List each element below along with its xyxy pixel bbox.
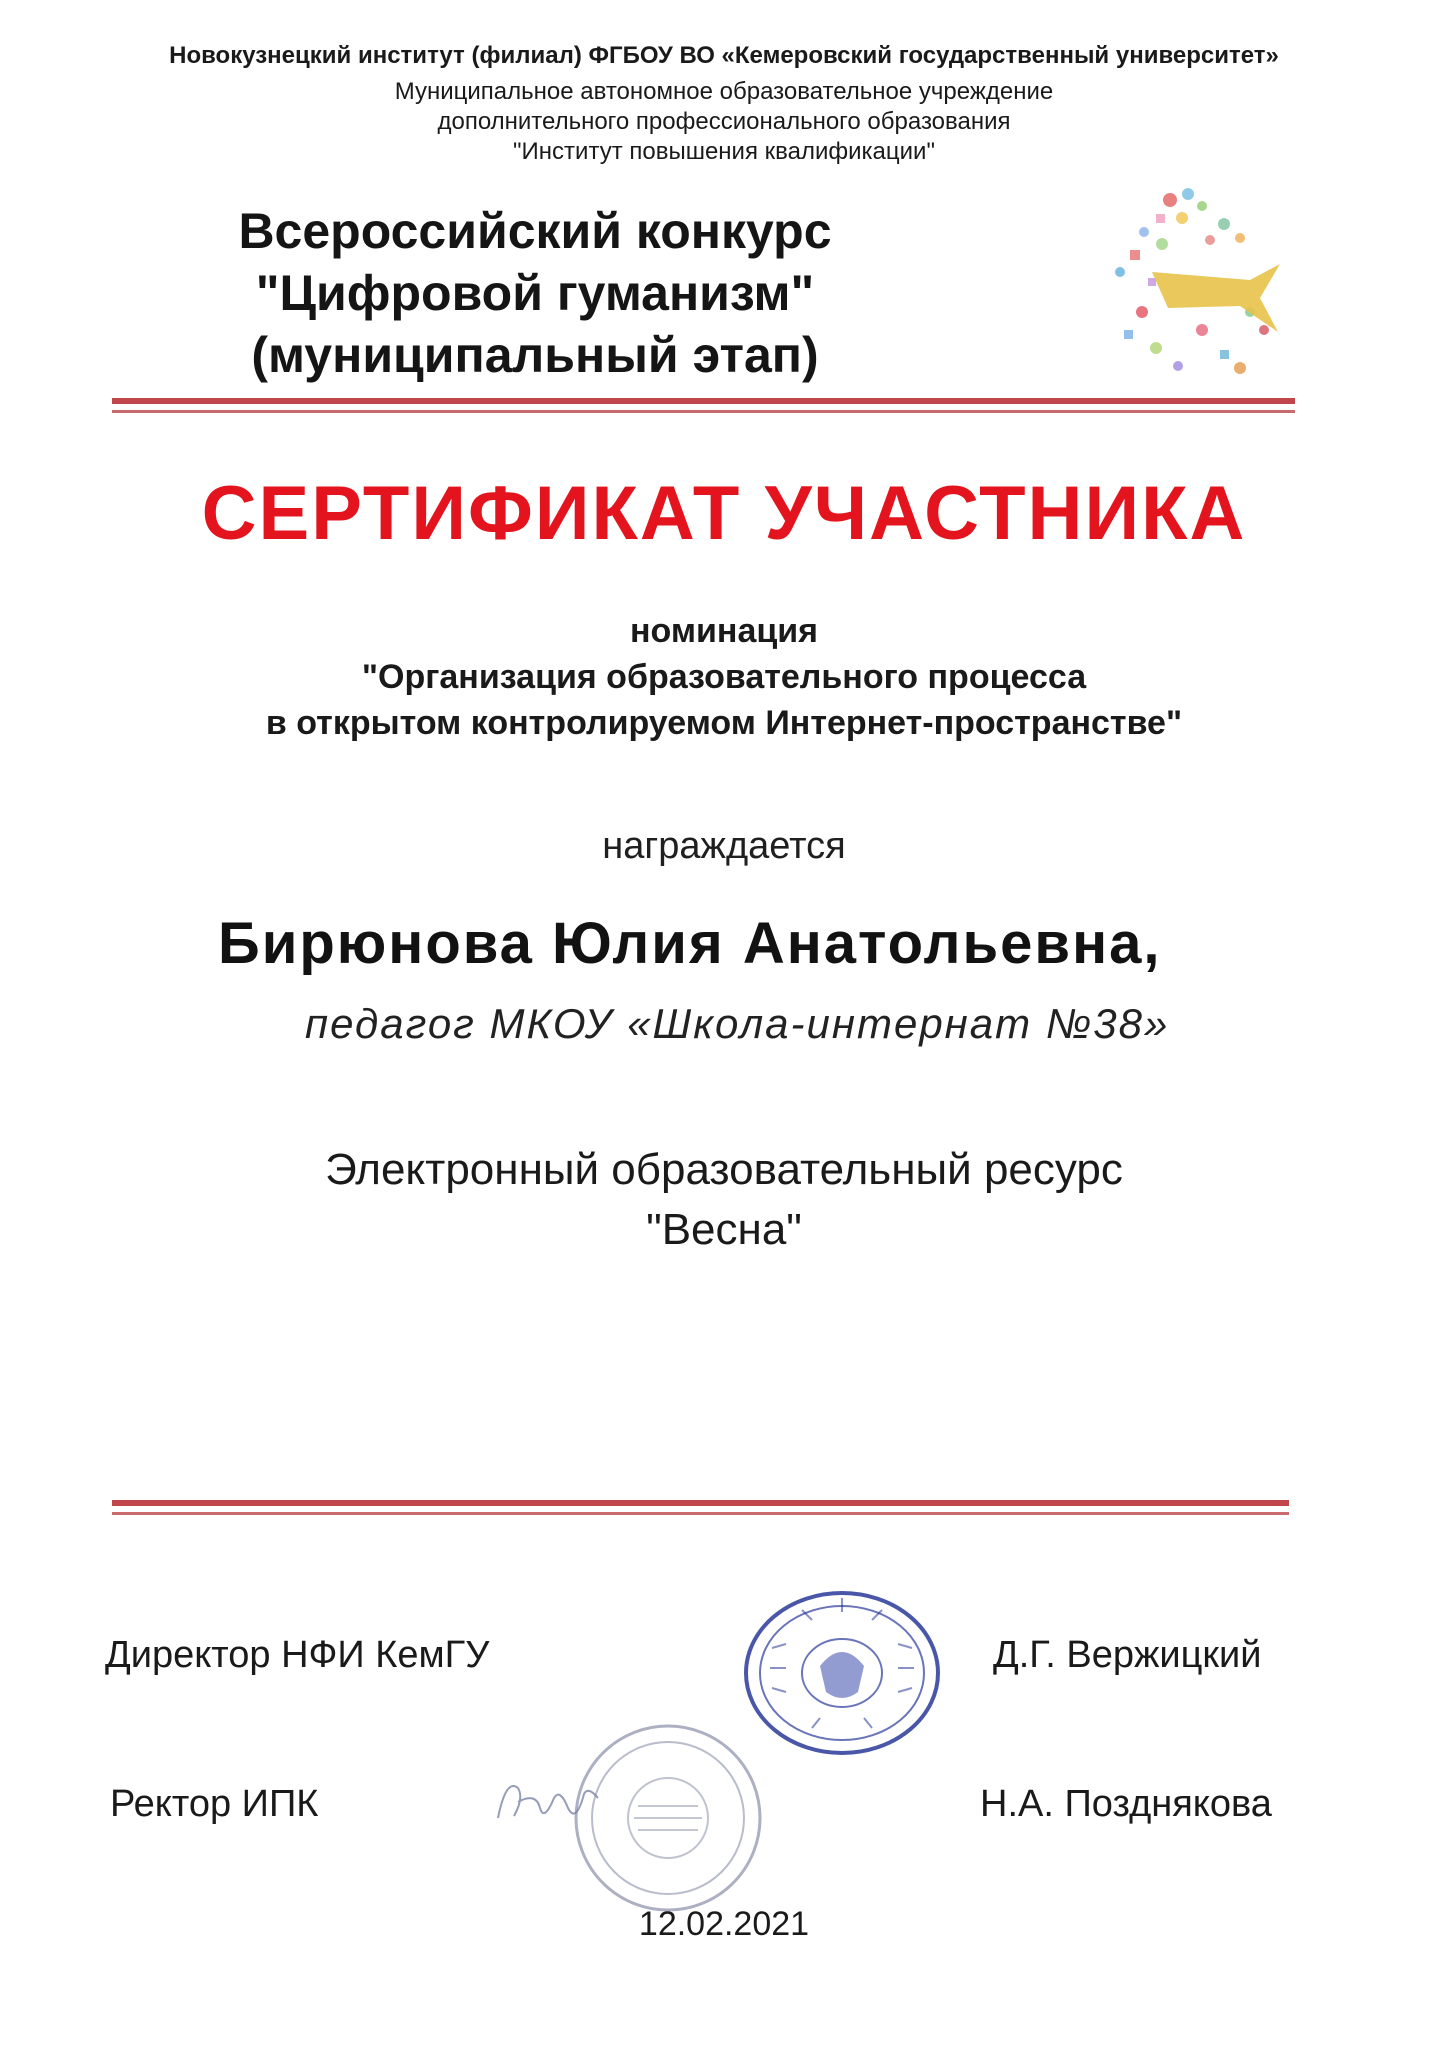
rector-name: Н.А. Позднякова [980, 1783, 1272, 1825]
certificate-title: СЕРТИФИКАТ УЧАСТНИКА [201, 471, 1247, 556]
top-divider [112, 398, 1295, 404]
certificate-date: 12.02.2021 [638, 1905, 810, 1943]
org-line-3: "Институт повышения квалификации" [513, 138, 935, 165]
nomination-label: номинация [630, 612, 818, 650]
contest-title-line-3: (муниципальный этап) [251, 327, 819, 383]
resource-line-1: Электронный образовательный ресурс [325, 1145, 1123, 1194]
contest-title-line-1: Всероссийский конкурс [238, 203, 832, 259]
director-name: Д.Г. Вержицкий [993, 1634, 1262, 1676]
org-line-2: дополнительного профессионального образования [437, 108, 1011, 135]
recipient-position: педагог МКОУ «Школа-интернат №38» [305, 1000, 1170, 1047]
nomination-line-2: в открытом контролируемом Интернет-пространстве" [265, 704, 1183, 742]
official-seal-icon [742, 1588, 942, 1758]
award-text: награждается [602, 825, 846, 867]
bottom-divider-thin [112, 1512, 1289, 1515]
contest-title-line-2: "Цифровой гуманизм" [255, 265, 815, 321]
top-divider-thin [112, 410, 1295, 413]
bottom-divider [112, 1500, 1289, 1506]
runner-logo-icon [1090, 180, 1290, 380]
rector-title: Ректор ИПК [110, 1783, 319, 1825]
recipient-name: Бирюнова Юлия Анатольевна, [218, 911, 1162, 976]
org-line-1: Муниципальное автономное образовательное учреждение [394, 78, 1054, 105]
resource-line-2: "Весна" [646, 1205, 802, 1254]
signature-icon [488, 1768, 608, 1838]
nomination-line-1: "Организация образовательного процесса [361, 658, 1087, 696]
institute-header: Новокузнецкий институт (филиал) ФГБОУ ВО «Кемеровский государственный университет» [169, 42, 1279, 69]
director-title: Директор НФИ КемГУ [105, 1634, 490, 1676]
